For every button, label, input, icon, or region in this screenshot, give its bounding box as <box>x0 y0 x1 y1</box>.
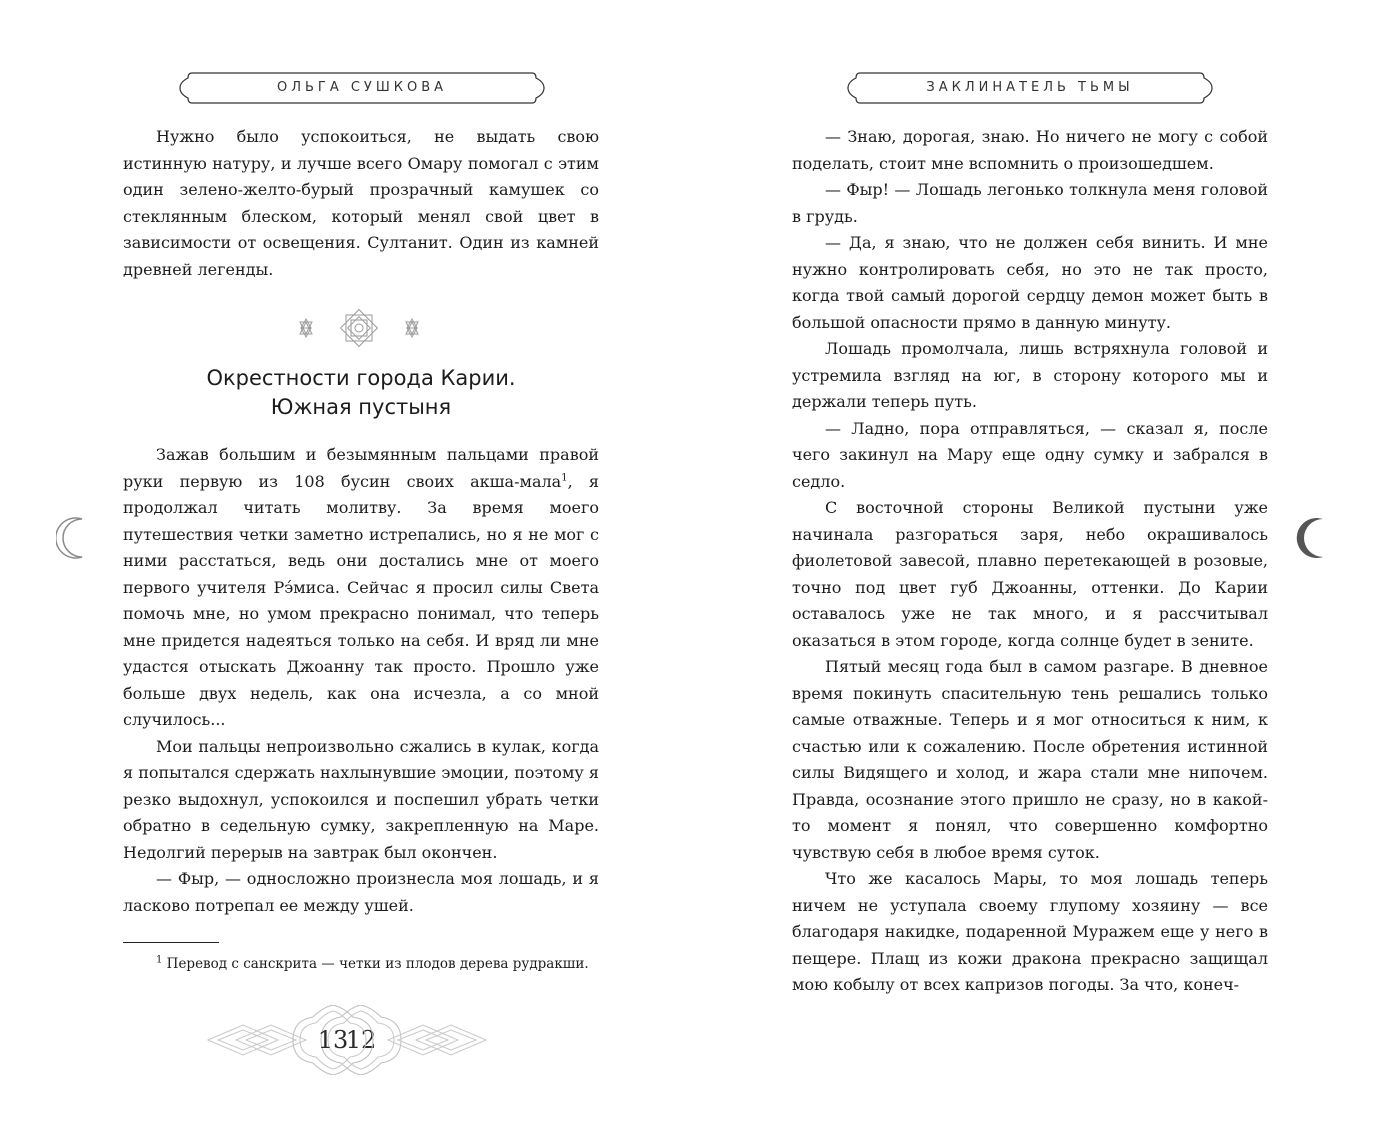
paragraph: С восточной стороны Великой пустыни уже начинала разгораться заря, небо окрашивалось фиолетовой завесой, плавно перетекающей в розовые, точно под цвет губ Джоанны, оттенки. До Карии оставалось уже не так много, и я рассчитывал оказаться в этом городе, когда солнце будет в зените. <box>792 498 1268 650</box>
paragraph: — Фыр! — Лошадь легонько толкнула меня головой в грудь. <box>792 180 1268 226</box>
running-head-author: ОЛЬГА СУШКОВА <box>276 80 448 95</box>
paragraph: Нужно было успокоиться, не выдать свою истинную натуру, и лучше всего Омару помогал с этим один зелено-желто-бурый прозрачный камушек со стеклянным блеском, который менял свой цвет в зависимости от освещения. Султанит. Один из камней древней легенды. <box>123 127 599 279</box>
crescent-moon-icon <box>56 516 92 560</box>
footnote <box>123 953 599 975</box>
footnote-number: 1 <box>156 954 163 966</box>
paragraph: Мои пальцы непроизвольно сжались в кулак, когда я попытался сдержать нахлынувшие эмоции, поэтому я резко выдохнул, успокоился и поспешил убрать четки обратно в седельную сумку, закрепленную на Маре. Недолгий перерыв на завтрак был окончен. <box>123 736 599 862</box>
footnote-text: Перевод с санскрита — четки из плодов дерева рудракши. <box>162 956 589 972</box>
running-head-frame <box>178 70 546 106</box>
paragraph: — Фыр, — односложно произнесла моя лошадь, и я ласково потрепал ее между ушей. <box>123 869 599 915</box>
running-head-frame <box>846 70 1214 106</box>
chapter-title <box>123 364 599 422</box>
paragraph: — Да, я знаю, что не должен себя винить. И мне нужно контролировать себя, но это не так просто, когда твой самый дорогой сердцу демон может быть в большой опасности прямо в данную минуту. <box>792 233 1268 332</box>
crescent-moon-icon <box>1295 516 1335 560</box>
paragraph-text: Зажав большим и безымянным пальцами правой руки первую из 108 бусин своих акша-мала <box>123 445 599 491</box>
body-text-top <box>123 124 599 283</box>
body-text <box>792 124 1268 999</box>
chapter-title-line: Окрестности города Карии. <box>206 366 516 390</box>
paragraph: Лошадь промолчала, лишь встряхнула головой и устремила взгляд на юг, в сторону которого мы и держали теперь путь. <box>792 339 1268 411</box>
footnote-rule <box>123 942 219 943</box>
page-number: 12 <box>345 1026 377 1054</box>
left-page <box>0 0 696 1125</box>
body-text-chapter <box>123 442 599 919</box>
footnote-reference[interactable]: 1 <box>561 472 568 484</box>
page-number: 13 <box>317 1026 349 1054</box>
paragraph: — Ладно, пора отправляться, — сказал я, после чего закинул на Мару еще одну сумку и забрался в седло. <box>792 418 1268 491</box>
paragraph: — Знаю, дорогая, знаю. Но ничего не могу с собой поделать, стоит мне вспомнить о произошедшем. <box>792 127 1268 173</box>
paragraph-text: , я продолжал читать молитву. За время моего путешествия четки заметно истрепались, но я не мог с ними расстаться, ведь они достались мне от моего первого учителя Рэ́миса. Сейчас я просил силы Света помочь мне, но умом прекрасно понимал, что теперь мне придется надеяться только на себя. И вряд ли мне удастся отыскать Джоанну так просто. Прошло уже больше двух недель, как она исчезла, а со мной случилось... <box>123 471 599 729</box>
paragraph: Пятый месяц года был в самом разгаре. В дневное время покинуть спасительную тень решались только самые отважные. Теперь и я мог относиться к ним, к счастью или к сожалению. После обретения истинной силы Видящего и холод, и жара стали мне нипочем. Правда, осознание этого пришло не сразу, но в какой-то момент я понял, что совершенно комфортно чувствую себя в любое время суток. <box>792 657 1268 862</box>
page-number-medallion <box>203 1005 463 1075</box>
running-head-title: ЗАКЛИНАТЕЛЬ ТЬМЫ <box>926 80 1134 95</box>
paragraph <box>123 442 599 734</box>
paragraph: Что же касалось Мары, то моя лошадь теперь ничем не уступала своему глупому хозяину — все благодаря накидке, подаренной Муражем еще у него в пещере. Плащ из кожи дракона прекрасно защищал мою кобылу от всех капризов погоды. За что, конеч- <box>792 869 1268 994</box>
star-ornament-icon <box>284 303 434 353</box>
chapter-title-line: Южная пустыня <box>270 395 452 419</box>
